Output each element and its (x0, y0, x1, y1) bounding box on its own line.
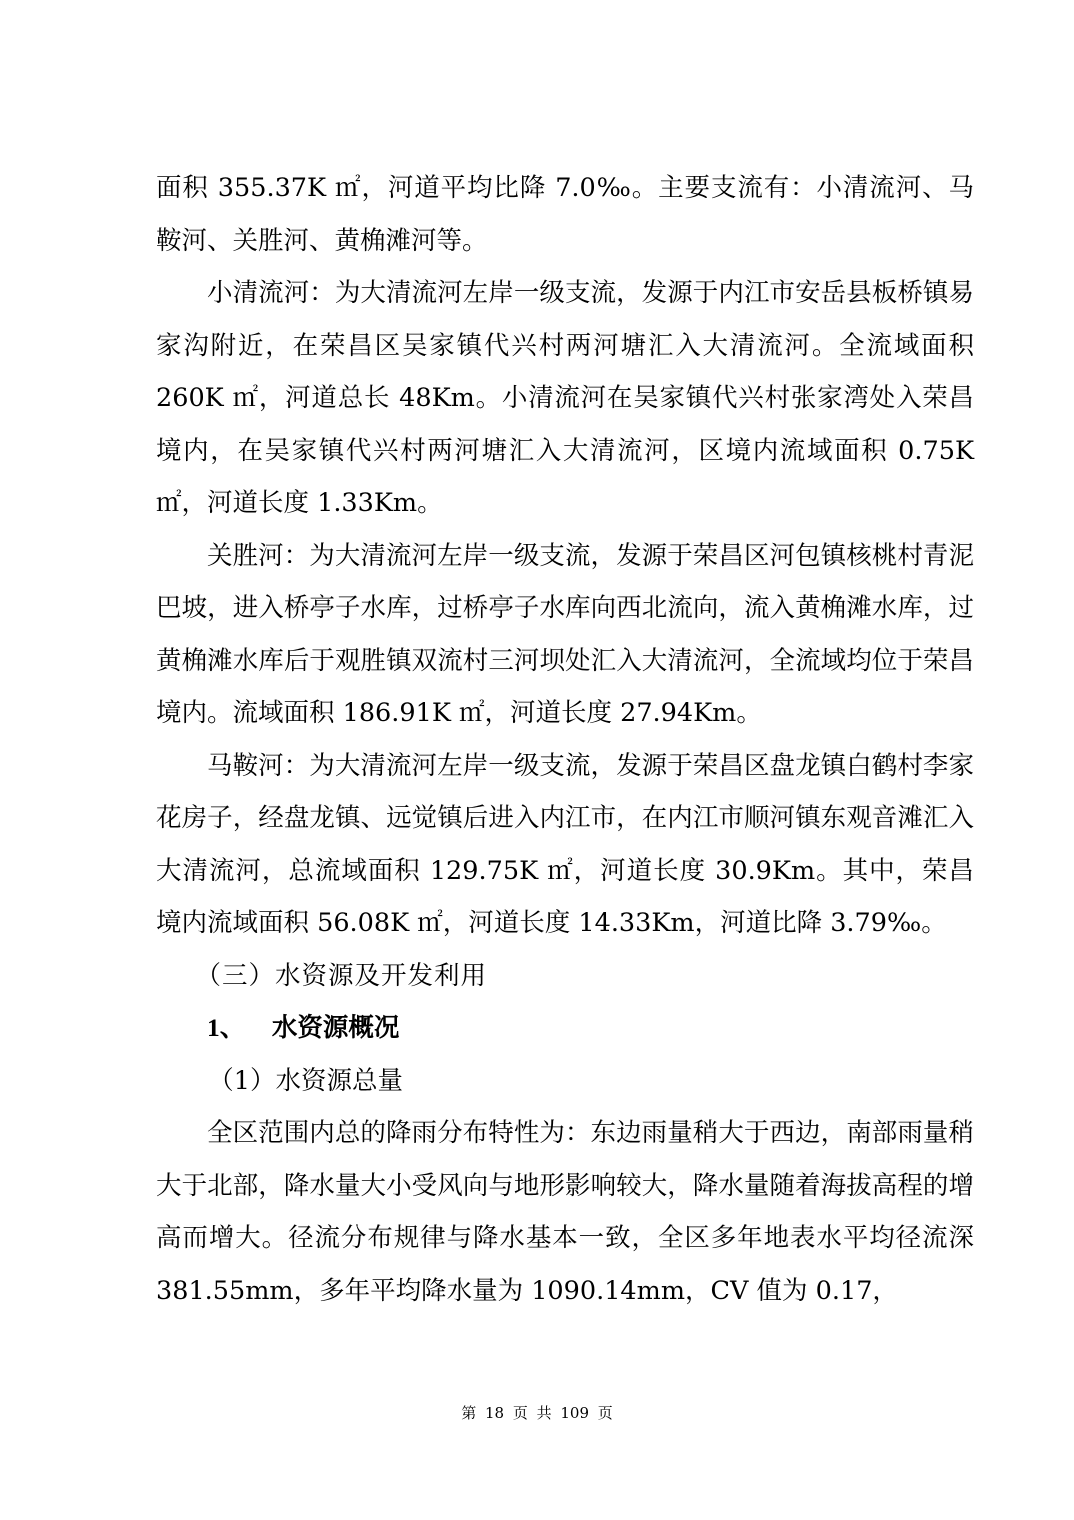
paragraph-tributaries-summary: 面积 355.37K ㎡，河道平均比降 7.0‰。主要支流有：小清流河、马鞍河、关胜河、黄桷滩河等。 (156, 173, 974, 256)
subsection-title: 水资源概况 (271, 1013, 400, 1043)
paragraph-rainfall-distribution: 全区范围内总的降雨分布特性为：东边雨量稍大于西边，南部雨量稍大于北部，降水量大小受风向与地形影响较大，降水量随着海拔高程的增高而增大。径流分布规律与降水基本一致，全区多年地表水平均径流深 381.55mm，多年平均降水量为 1090.14mm，CV 值为 0.17， (156, 1118, 974, 1306)
page-footer: 第 18 页 共 109 页 (461, 1404, 613, 1422)
paragraph-xiaoqingliu-river: 小清流河：为大清流河左岸一级支流，发源于内江市安岳县板桥镇易家沟附近，在荣昌区吴家镇代兴村两河塘汇入大清流河。全流域面积 260K ㎡，河道总长 48Km。小清流河在吴家镇代兴村张家湾处入荣昌境内，在吴家镇代兴村两河塘汇入大清流河，区境内流域面积 0.75K ㎡，河道长度 1.33Km。 (156, 278, 974, 518)
paragraph-guansheng-river: 关胜河：为大清流河左岸一级支流，发源于荣昌区河包镇核桃村青泥巴坡，进入桥亭子水库，过桥亭子水库向西北流向，流入黄桷滩水库，过黄桷滩水库后于观胜镇双流村三河坝处汇入大清流河，全流域均位于荣昌境内。流域面积 186.91K ㎡，河道长度 27.94Km。 (156, 540, 974, 728)
document-body (156, 162, 974, 1317)
sub-subsection-heading-total: （1）水资源总量 (208, 1065, 403, 1096)
subsection-heading-overview (156, 1002, 974, 1055)
paragraph-maan-river: 马鞍河：为大清流河左岸一级支流，发源于荣昌区盘龙镇白鹤村李家花房子，经盘龙镇、远觉镇后进入内江市，在内江市顺河镇东观音滩汇入大清流河，总流域面积 129.75K ㎡，河道长度 30.9Km。其中，荣昌境内流域面积 56.08K ㎡，河道长度 14.33Km，河道比降 3.79‰。 (156, 750, 974, 938)
subsection-number: 1、 (207, 1013, 246, 1042)
section-heading-water-resources: （三）水资源及开发利用 (195, 960, 488, 991)
